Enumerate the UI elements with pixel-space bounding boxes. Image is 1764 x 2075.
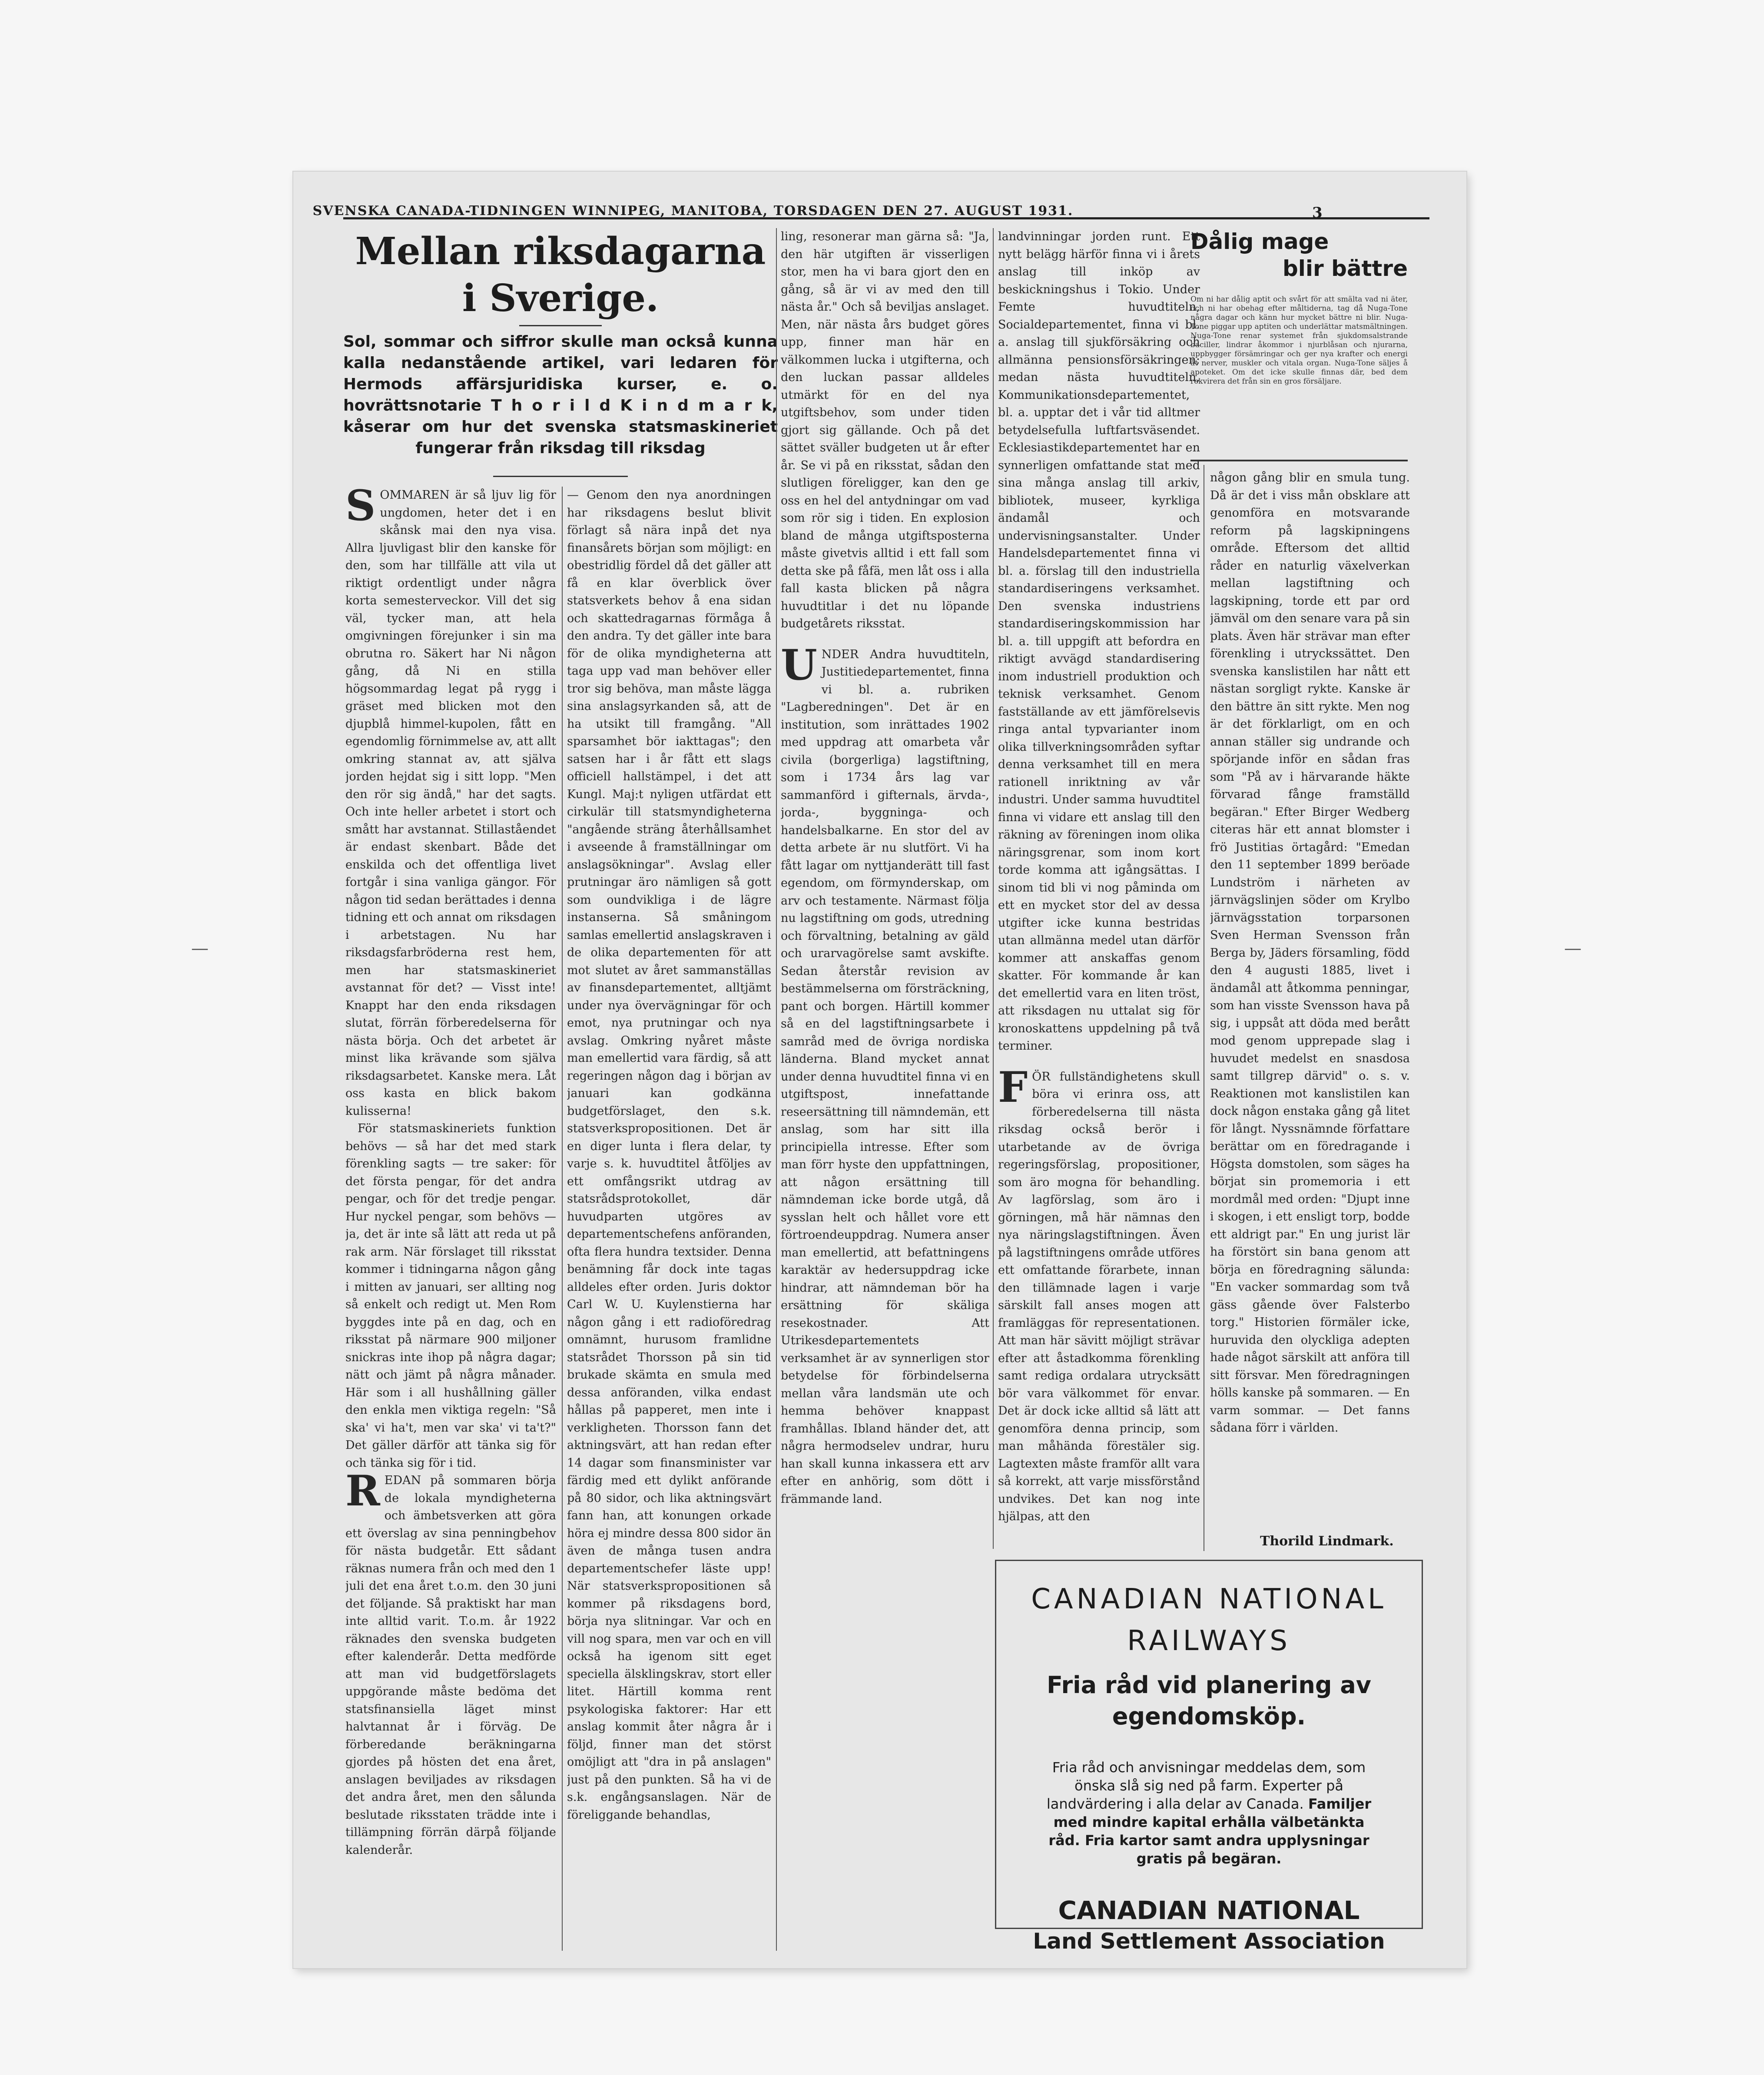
page-number: 3 <box>1312 204 1323 222</box>
sidebar-headline-2: blir bättre <box>1282 256 1408 281</box>
column-divider <box>776 228 777 1951</box>
article-headline: Mellan riksdagarna i Sverige. <box>355 229 766 320</box>
column-5 <box>1210 469 1410 1529</box>
column-3-paragraph-1: ling, resonerar man gärna så: "Ja, den här utgiften är visserligen stor, men ha vi bara gjort den en gång, så är vi av med den till nästa år." Och så beviljas anslaget. Men, när nästa års budget göres upp, finner man här en välkommen lucka i utgifterna, och den luckan passar alldeles utmärkt för en del nya utgiftsbehov, som under tiden gjort sig gällande. Och på det sättet sväller budgeten ut år efter år. Se vi på en riksstat, sådan den slutligen föreligger, kan den ge oss en hel del antydningar om vad som rör sig i tiden. En explosion bland de många utgiftsposterna måste givetvis alltid i ett fall som detta ske på fåfä, men låt oss i alla fall kasta blicken på några huvudtitlar i det nu löpande budgetårets riksstat. <box>781 230 989 630</box>
ad-footer-line-1: CANADIAN NATIONAL <box>1058 1896 1360 1925</box>
dropcap: U <box>781 640 817 689</box>
column-divider <box>562 487 563 1951</box>
dropcap: F <box>998 1062 1028 1112</box>
column-2 <box>567 487 771 1959</box>
nuga-tone-ad <box>1190 228 1408 458</box>
ad-title-line-1: CANADIAN NATIONAL <box>1031 1583 1387 1615</box>
column-4 <box>998 228 1200 1545</box>
signature: Thorild Lindmark. <box>1260 1534 1394 1549</box>
column-1-paragraph-2: För statsmaskineriets funktion behövs — så har det med stark förenkling sagts — tre saker: för det första pengar, för det andra pengar, och för det tredje pengar. Hur nyckel pengar, som behövs — ja, det är inte så lätt att reda ut på rak arm. När förslaget till riksstat kommer i tidningarna någon gång i mitten av januari, ser allting nog så enkelt och redigt ut. Men Rom byggdes inte på en dag, och en riksstat på närmare 900 miljoner snickras inte ihop på några dagar; nätt och jämt på några månader. Här som i all hushållning gäller den enkla men viktiga regeln: "Så ska' vi ha't, men var ska' vi ta't?" Det gäller därför att tänka sig för och tänka sig för i tid. <box>345 1122 556 1470</box>
headline-rule <box>519 325 602 326</box>
column-1-paragraph-3: EDAN på sommaren börja de lokala myndigheterna och ämbetsverken att göra ett överslag av sina penningbehov för nästa budgetår. Ett sådant räknas numera från och med den 1 juli det ena året t.o.m. den 30 juni det följande. Så praktiskt har man inte alltid varit. T.o.m. år 1922 räknades den svenska budgeten efter kalenderår. Detta medförde att man vid budgetförslagets uppgörande måste bedöma det statsfinansiella läget minst halvtannat år i förväg. De förberedande beräkningarna gjordes på hösten det ena året, anslagen beviljades av riksdagen det andra året, men den sålunda beslutade riksstaten trädde inte i tillämpning förrän därpå följande kalenderår. <box>345 1474 556 1857</box>
ad-body <box>1044 1758 1374 1868</box>
column-4-paragraph-2: ÖR fullständighetens skull böra vi erinra oss, att förberedelserna till nästa riksdag också berör i utarbetande av de övriga regeringsförslag, propositioner, som äro mogna för behandling. Av lagförslag, som äro i görningen, må här nämnas den nya näringslagstiftningen. Även på lagstiftningens område utföres ett omfattande förarbete, innan den tillämnade lagen i varje särskilt fall anses mogen att framläggas för representationen. Att man här sävitt möjligt strävar efter att åstadkomma förenkling samt rediga ordalara utrycksätt bör vara välkommet för envar. Det är dock icke alltid så lätt att genomföra denna princip, som man måhända förestäler sig. Lagtexten måste framför allt vara så korrekt, att varje missförstånd undvikes. Det kan nog inte hjälpas, att den <box>998 1070 1200 1523</box>
column-3 <box>781 228 989 1959</box>
ad-title-line-2: RAILWAYS <box>1127 1625 1291 1657</box>
dropcap: S <box>345 487 376 530</box>
canadian-national-ad <box>995 1560 1423 1954</box>
masthead: SVENSKA CANADA-TIDNINGEN WINNIPEG, MANITOBA, TORSDAGEN DEN 27. AUGUST 1931. <box>312 203 1074 219</box>
ad-body-bold: Familjer med mindre kapital erhålla välbetänkta råd. Fria kartor samt andra upplysningar gratis på begäran. <box>1048 1796 1372 1867</box>
sidebar-headline-1: Dålig mage <box>1190 229 1329 254</box>
crop-mark-right: — <box>1564 938 1582 958</box>
column-5-paragraph: någon gång blir en smula tung. Då är det i viss mån obsklare att genomföra en motsvarande reform på lagskipningens område. Eftersom det alltid råder en naturlig växelverkan mellan lagstiftning och lagskipning, torde ett par ord jämväl om den senare vara på sin plats. Även här strävar man efter förenkling i utryckssättet. Den svenska kanslistilen har nått ett nästan sorgligt rykte. Kanske är den bättre än sitt rykte. Men nog är det förklarligt, om en och annan ställer sig undrande och spörjande inför en sådan fras som "På av i härvarande häkte förvarad fånge framställd begäran." Efter Birger Wedberg citeras här ett annat blomster i frö Justitias örtagård: "Emedan den 11 september 1899 beröade Lundström i närheten av järnvägslinjen söder om Krylbo järnvägsstation torparsonen Sven Herman Svensson från Berga by, Jäders församling, född den 4 augusti 1885, livet i ändamål att åtkomma penningar, som han visste Svensson hava på sig, i uppsåt att döda med berått mod genom upprepade slag i huvudet medelst en snasdosa samt tillgrep därvid" o. s. v. Reaktionen mot kanslistilen kan dock någon enstaka gång gå litet för långt. Nyssnämnde författare berättar om en föredragande i Högsta domstolen, som säges ha börjat sin promemoria i ett mordmål med orden: "Djupt inne i skogen, i ett ensligt torp, bodde ett aldrigt par." En ung jurist lär ha förstört sin bana genom att börja en föredragning sälunda: "En vacker sommardag som två gäss gående över Falsterbo torg." Historien förmäler icke, huruvida den olyckliga adepten hade något särskilt att anföra till sitt försvar. Men föredragningen hölls kanske på sommaren. — En varm sommar. — Det fanns sådana förr i världen. <box>1210 471 1410 1435</box>
sidebar-body: Om ni har dålig aptit och svårt för att smälta vad ni äter, och ni har obehag efter måltiderna, tag då Nuga-Tone några dagar och känn hur mycket bättre ni blir. Nuga-Tone piggar upp aptiten och underlättar matsmältningen. Nuga-Tone renar systemet från sjukdomsalstrande baciller, lindrar åkommor i njurblåsan och njurarna, uppbygger försämringar och ger nya krafter och energi åt nerver, muskler och vitala organ. Nuga-Tone säljes å apoteket. Om det icke skulle finnas där, bed dem rekvirera det från sin en gros försäljare. <box>1190 295 1408 386</box>
column-divider <box>993 228 994 1549</box>
ad-subtitle: Fria råd vid planering av egendomsköp. <box>1047 1671 1371 1730</box>
header-rule <box>343 217 1429 219</box>
sidebar-rule <box>1190 460 1408 461</box>
dropcap: R <box>345 1466 380 1515</box>
column-1-paragraph-1: OMMAREN är så ljuv lig för ungdomen, heter det i en skånsk mai den nya visa. Allra ljuvligast blir den kanske för den, som har tillfälle att vila ut riktigt ordentligt under några korta semesterveckor. Vill det sig väl, tycker man, att hela omgivningen förejunker i sin ma obrutna ro. Säkert har Ni någon gång, då Ni en stilla högsommardag legat på rygg i gräset med blicken mot den djupblå himmel-kupolen, fått en egendomlig förnimmelse av, att allt omkring stannat av, att själva jorden hejdat sig i sitt lopp. "Men den rör sig ändå," har det sagts. Och inte heller arbetet i stort och smått har avstannat. Stillaståendet är endast skenbart. Både det enskilda och det offentliga livet fortgår i sina vanliga gängor. För någon tid sedan berättades i denna tidning ett och annat om riksdagen i arbetstagen. Nu har riksdagsfarbröderna rest hem, men har statsmaskineriet avstannat för det? — Visst inte! Knappt har den enda riksdagen slutat, förrän förberedelserna för nästa börja. Och det arbetet är minst lika krävande som själva riksdagsarbetet. Kanske mera. Låt oss kasta en blick bakom kulisserna! <box>345 488 556 1118</box>
crop-mark-left: — <box>191 938 209 958</box>
lede-rule <box>493 476 628 477</box>
ad-body-text: Fria råd och anvisningar meddelas dem, som önska slå sig ned på farm. Experter på landvärdering i alla delar av Canada. <box>1046 1759 1366 1812</box>
article-lede: Sol, sommar och siffror skulle man också kunna kalla nedanstående artikel, vari ledaren för Hermods affärsjuridiska kurser, e. o. hovrättsnotarie T h o r i l d K i n d m a r k, kåserar om hur det svenska statsmaskineriet fungerar från riksdag till riksdag <box>343 333 778 457</box>
column-3-paragraph-2: NDER Andra huvudtiteln, Justitiedepartementet, finna vi bl. a. rubriken "Lagberedningen". Det är en institution, som inrättades 1902 med uppdrag att omarbeta vår civila (borgerliga) lagstiftning, som i 1734 års lag var sammanförd i gifternals, ärvda-, jorda-, byggninga- och handelsbalkarne. En stor del av detta arbete är nu slutfört. Vi ha fått lagar om nyttjanderätt till fast egendom, om förmynderskap, om arv och testamente. Närmast följa nu lagstiftning om gods, utredning och förvaltning, betalning av gäld och urarvagörelse samt avskifte. Sedan återstår revision av bestämmelserna om försträckning, pant och borgen. Härtill kommer så en del lagstiftningsarbete i samråd med de övriga nordiska länderna. Bland mycket annat under denna huvudtitel finna vi en utgiftspost, innefattande reseersättning till nämndemän, ett anslag, som har sitt illa principiella intresse. Efter som man förr hyste den uppfattningen, att någon ersättning till nämndeman icke borde utgå, då sysslan helt och hållet vore ett förtroendeuppdrag. Numera anser man emellertid, att befattningens karaktär av hedersuppdrag icke hindrar, att nämndeman bör ha ersättning för skäliga resekostnader. Att Utrikesdepartementets verksamhet är av synnerligen stor betydelse för förbindelserna mellan våra landsmän ute och hemma behöver knappast framhållas. Ibland händer det, att några hermodselev undrar, huru han skall kunna inkassera ett arv efter en anhörig, som dött i främmande land. <box>781 647 989 1506</box>
column-4-paragraph-1: landvinningar jorden runt. Ett nytt belägg härför finna vi i årets anslag till inköp av beskickningshus i Tokio. Under Femte huvudtiteln, Socialdepartementet, finna vi bl. a. anslag till sjukförsäkring och allmänna pensionsförsäkringen; medan nästa huvudtiteln, Kommunikationsdepartementet, bl. a. upptar det i vår tid alltmer betydelsefulla luftfartsväsendet. Ecklesiastikdepartementet har en synnerligen omfattande stat med sina många anslag till arkiv, bibliotek, museer, kyrkliga ändamål och undervisningsanstalter. Under Handelsdepartementet finna vi bl. a. förslag till den industriella standardiseringens verksamhet. Den svenska industriens standardiseringskommission har bl. a. till uppgift att befordra en riktigt avvägd standardisering inom industriell produktion och teknisk verksamhet. Genom fastställande av ett jämförelsevis ringa antal typvarianter inom olika tillverkningsområden syftar denna verksamhet till en mera rationell inriktning av vår industri. Under samma huvudtitel finna vi vidare ett anslag till den räkning av föreningen inom olika näringsgrenar, som inom kort torde komma att igångsättas. I sinom tid bli vi nog påminda om ett en mycket stor del av dessa utgifter icke kunna bestridas utan allmänna medel utan därför kommer att anskaffas genom skatter. För kommande år kan det emellertid vara en liten tröst, att riksdagen nu uttalat sig för kronoskattens uppdelning på två terminer. <box>998 230 1200 1053</box>
ad-footer-line-2: Land Settlement Association <box>1033 1929 1385 1954</box>
column-1 <box>345 487 556 1959</box>
column-2-paragraph: — Genom den nya anordningen har riksdagens beslut blivit förlagt så nära inpå det nya finansårets början som möjligt: en obestridlig fördel då det gäller att få en klar överblick över statsverkets behov å ena sidan och skattedragarnas förmåga å den andra. Ty det gäller inte bara för de olika myndigheterna att taga upp vad man behöver eller tror sig behöva, man måste lägga sina anslagsyrkanden så, att de ha utsikt till framgång. "All sparsamhet bör iakttagas"; den satsen har i år fått ett slags officiell hallstämpel, i det att Kungl. Maj:t nyligen utfärdat ett cirkulär till statsmyndigheterna "angående sträng återhållsamhet i avseende å framställningar om anslagsökningar". Avslag eller prutningar äro nämligen så gott som oundvikliga i de lägre instanserna. Så småningom samlas emellertid anslagskraven i de olika departementen för att mot slutet av året sammanställas av finansdepartementet, alltjämt under nya övervägningar för och emot, nya prutningar och nya avslag. Omkring nyåret måste man emellertid vara färdig, så att regeringen någon dag i början av januari kan godkänna budgetförslaget, den s.k. statsverkspropositionen. Det är en diger lunta i flera delar, ty varje s. k. huvudtitel åtföljes av ett omfångsrikt utdrag av statsrådsprotokollet, där huvudparten utgöres av departementschefens anföranden, ofta flera hundra textsider. Denna benämning får dock inte tagas alldeles efter orden. Juris doktor Carl W. U. Kuylenstierna har någon gång i ett radioföredrag omnämnt, hurusom framlidne statsrådet Thorsson på sin tid brukade skämta en smula med dessa anföranden, vilka endast hållas på papperet, men inte i verkligheten. Thorsson fann det aktningsvärt, att han redan efter 14 dagar som finansminister var färdig med ett dylikt anförande på 80 sidor, och lika aktningsvärt fann han, att konungen orkade höra ej mindre dessa 800 sidor än även de många tusen andra departementschefer läste upp! När statsverkspropositionen så kommer på riksdagens bord, börja nya slitningar. Var och en vill nog spara, men var och en vill också ha igenom sitt eget speciella älsklingskrav, stort eller litet. Härtill komma rent psykologiska faktorer: Har ett anslag kommit åter några år i följd, finner man det störst omöjligt att "dra in på anslagen" just på den punkten. Så ha vi de s.k. engångsanslagen. När de föreliggande behandlas, <box>567 488 771 1822</box>
